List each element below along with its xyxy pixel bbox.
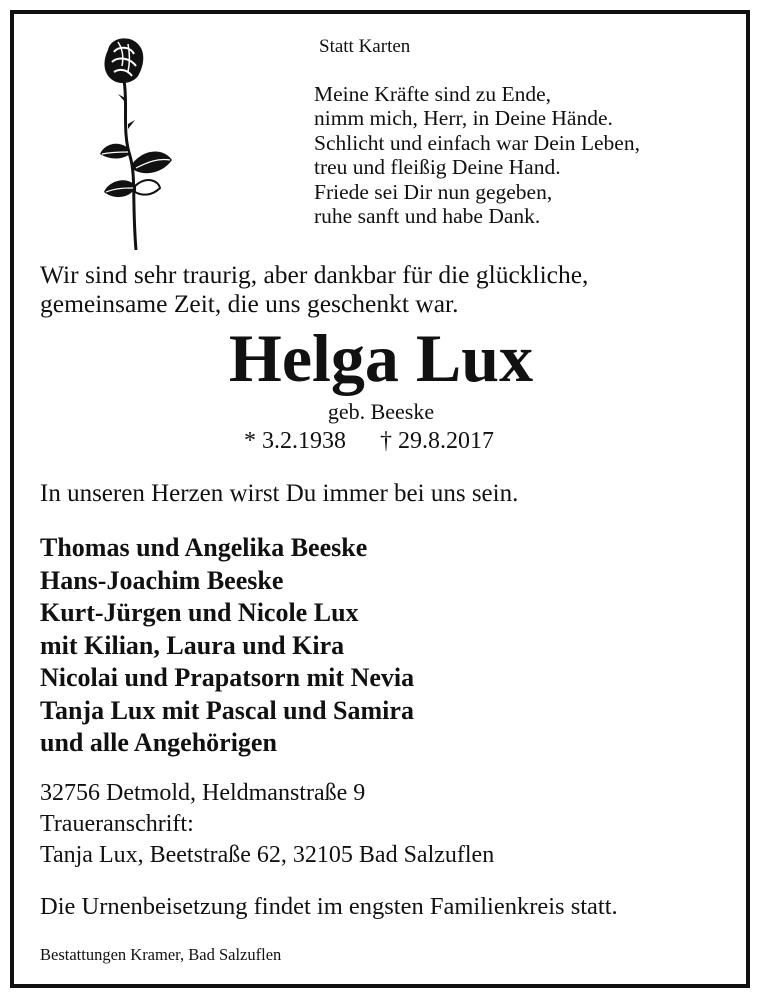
poem (314, 82, 640, 228)
family-member: Nicolai und Prapatsorn mit Nevia (40, 663, 415, 692)
family-member: Hans-Joachim Beeske (40, 565, 284, 595)
family-member: und alle Angehörigen (40, 728, 277, 757)
maiden-name: geb. Beeske (327, 399, 435, 424)
death-date: † 29.8.2017 (380, 428, 494, 454)
birth-date: * 3.2.1938 (244, 428, 346, 454)
address-line: 32756 Detmold, Heldmanstraße 9 (40, 780, 366, 806)
burial-notice: Die Urnenbeisetzung findet im engsten Familienkreis statt. (40, 893, 618, 920)
funeral-home: Bestattungen Kramer, Bad Salzuflen (40, 945, 282, 964)
intro-line: gemeinsame Zeit, die uns geschenkt war. (40, 289, 459, 318)
family-member: Tanja Lux mit Pascal und Samira (40, 695, 414, 725)
statt-karten-label: Statt Karten (319, 36, 411, 57)
address-line: Tanja Lux, Beetstraße 62, 32105 Bad Salzuflen (40, 842, 495, 868)
intro-text (40, 260, 588, 318)
life-dates (244, 428, 494, 455)
poem-line: Friede sei Dir nun gegeben, (314, 179, 553, 204)
poem-line: Meine Kräfte sind zu Ende, (314, 82, 552, 106)
intro-line: Wir sind sehr traurig, aber dankbar für die glückliche, (40, 260, 589, 289)
deceased-name: Helga Lux (228, 320, 534, 396)
address-line: Traueranschrift: (40, 811, 194, 837)
poem-line: nimm mich, Herr, in Deine Hände. (314, 106, 613, 131)
family-member: Kurt-Jürgen und Nicole Lux (40, 598, 359, 627)
rose-icon (88, 36, 178, 250)
family-member: mit Kilian, Laura und Kira (40, 630, 345, 660)
family-member: Thomas und Angelika Beeske (40, 533, 368, 562)
family-list (40, 532, 414, 760)
address-block (40, 778, 494, 871)
poem-line: Schlicht und einfach war Dein Leben, (314, 130, 640, 155)
memorial-line: In unseren Herzen wirst Du immer bei uns sein. (40, 480, 519, 507)
poem-line: treu und fleißig Deine Hand. (314, 155, 561, 180)
poem-line: ruhe sanft und habe Dank. (314, 204, 541, 229)
